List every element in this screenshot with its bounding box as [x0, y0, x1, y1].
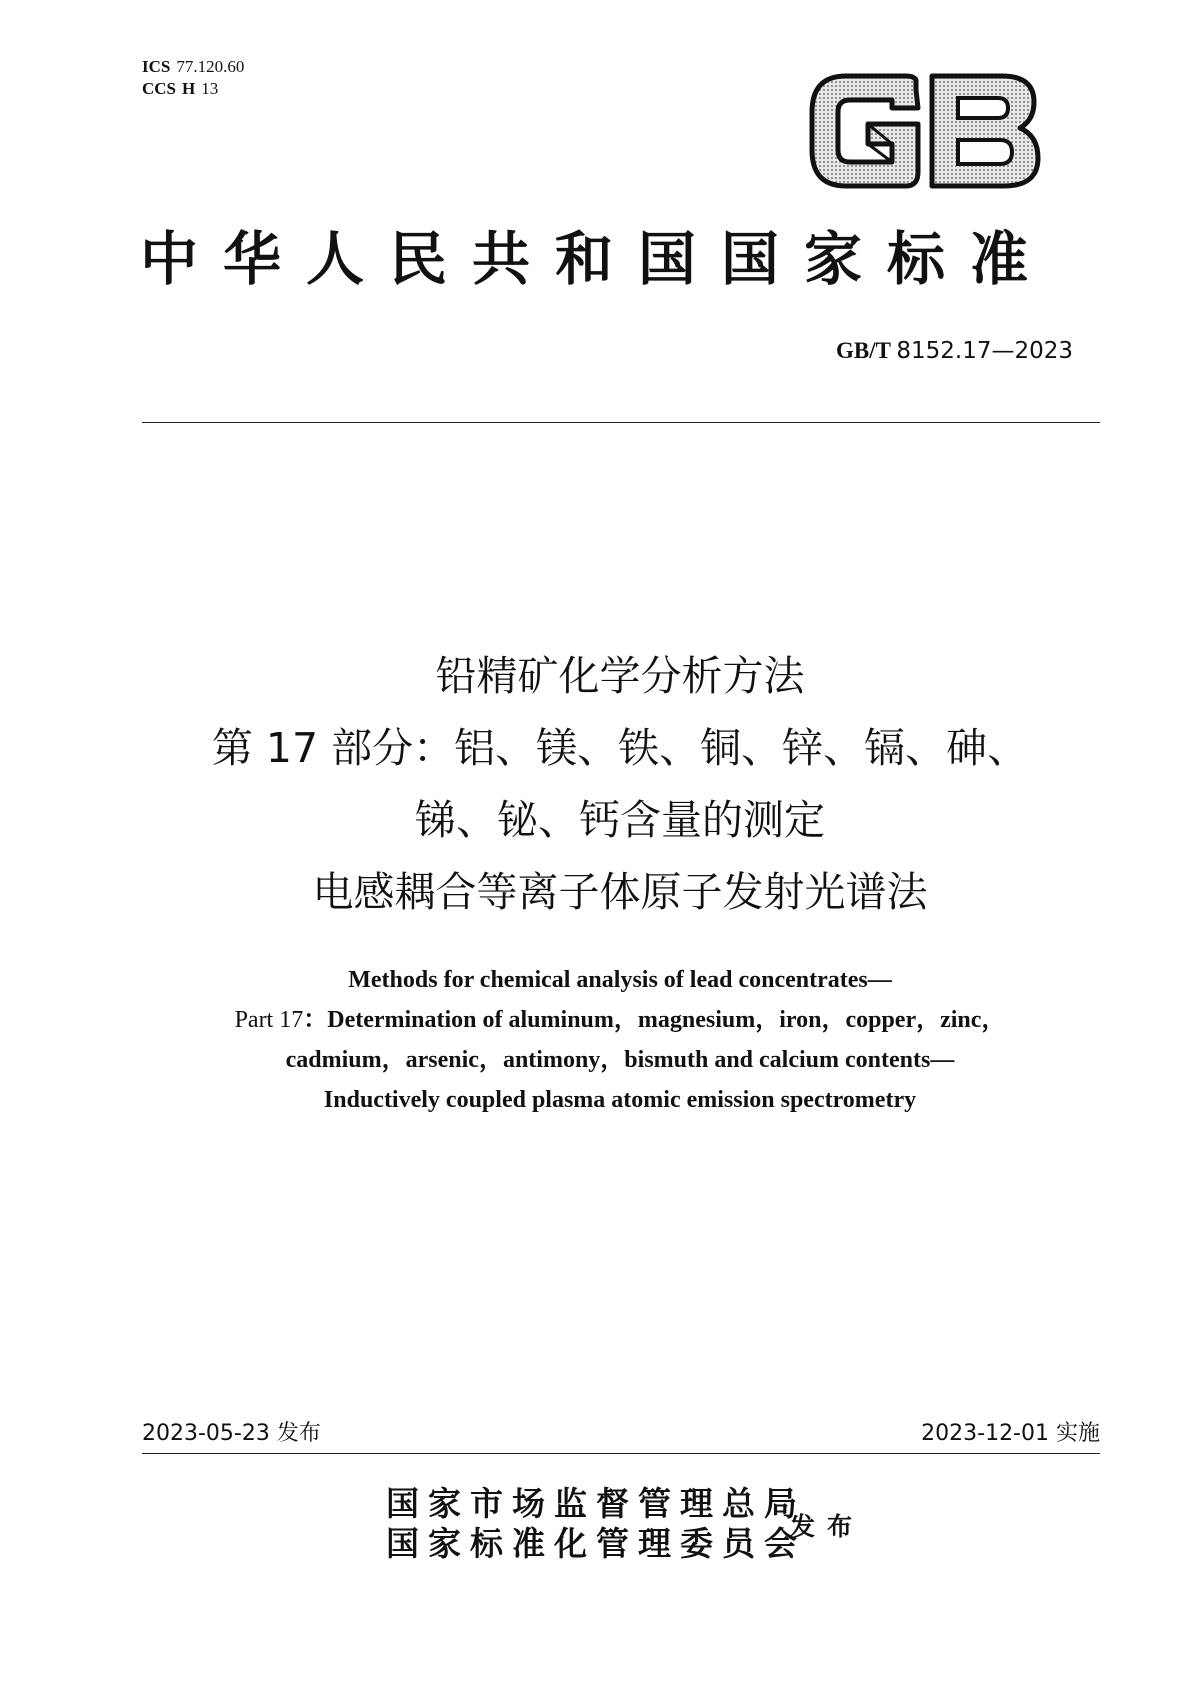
title-en-line: Methods for chemical analysis of lead concentrates— — [348, 967, 892, 993]
title-en-part-rest: ：Determination of aluminum，magnesium，iron，copper，zinc， — [303, 1007, 1006, 1033]
ccs-code — [142, 78, 244, 100]
ics-value: 77.120.60 — [176, 57, 245, 76]
implementation-date: 2023-12-01 实施 — [921, 1421, 1100, 1446]
gb-logo-icon — [806, 72, 1042, 190]
classification-codes — [142, 56, 244, 100]
top-divider — [142, 422, 1100, 423]
title-en-part: Part 17 — [234, 1007, 304, 1033]
title-chinese — [120, 640, 1120, 928]
ccs-letter: H — [182, 79, 196, 98]
standard-number-value: 8152.17—2023 — [896, 338, 1073, 364]
national-standard-heading: 中华人民共和国国家标准 — [140, 225, 1054, 293]
bottom-divider — [142, 1453, 1100, 1454]
title-cn-line: 铅精矿化学分析方法 — [435, 652, 805, 700]
ccs-label: CCS — [142, 79, 177, 98]
title-cn-line: 锑、铋、钙含量的测定 — [415, 796, 825, 844]
issuer-name: 国家市场监督管理总局 — [386, 1484, 806, 1523]
ics-label: ICS — [142, 57, 171, 76]
ccs-number: 13 — [201, 79, 219, 98]
standard-number — [836, 338, 1073, 364]
title-cn-line: 第 17 部分：铝、镁、铁、铜、锌、镉、砷、 — [211, 724, 1029, 772]
issuer-name: 国家标准化管理委员会 — [386, 1524, 806, 1563]
publish-label: 发布 — [790, 1512, 865, 1541]
standard-prefix: GB/T — [836, 338, 891, 363]
title-cn-line: 电感耦合等离子体原子发射光谱法 — [312, 868, 928, 916]
ics-code — [142, 56, 244, 78]
issuing-authorities — [386, 1484, 806, 1564]
title-english — [100, 960, 1140, 1120]
title-en-line: cadmium，arsenic，antimony，bismuth and calcium contents— — [285, 1047, 955, 1073]
title-en-line — [100, 1000, 1140, 1040]
title-en-line: Inductively coupled plasma atomic emission spectrometry — [323, 1087, 917, 1113]
issue-date: 2023-05-23 发布 — [142, 1421, 321, 1446]
